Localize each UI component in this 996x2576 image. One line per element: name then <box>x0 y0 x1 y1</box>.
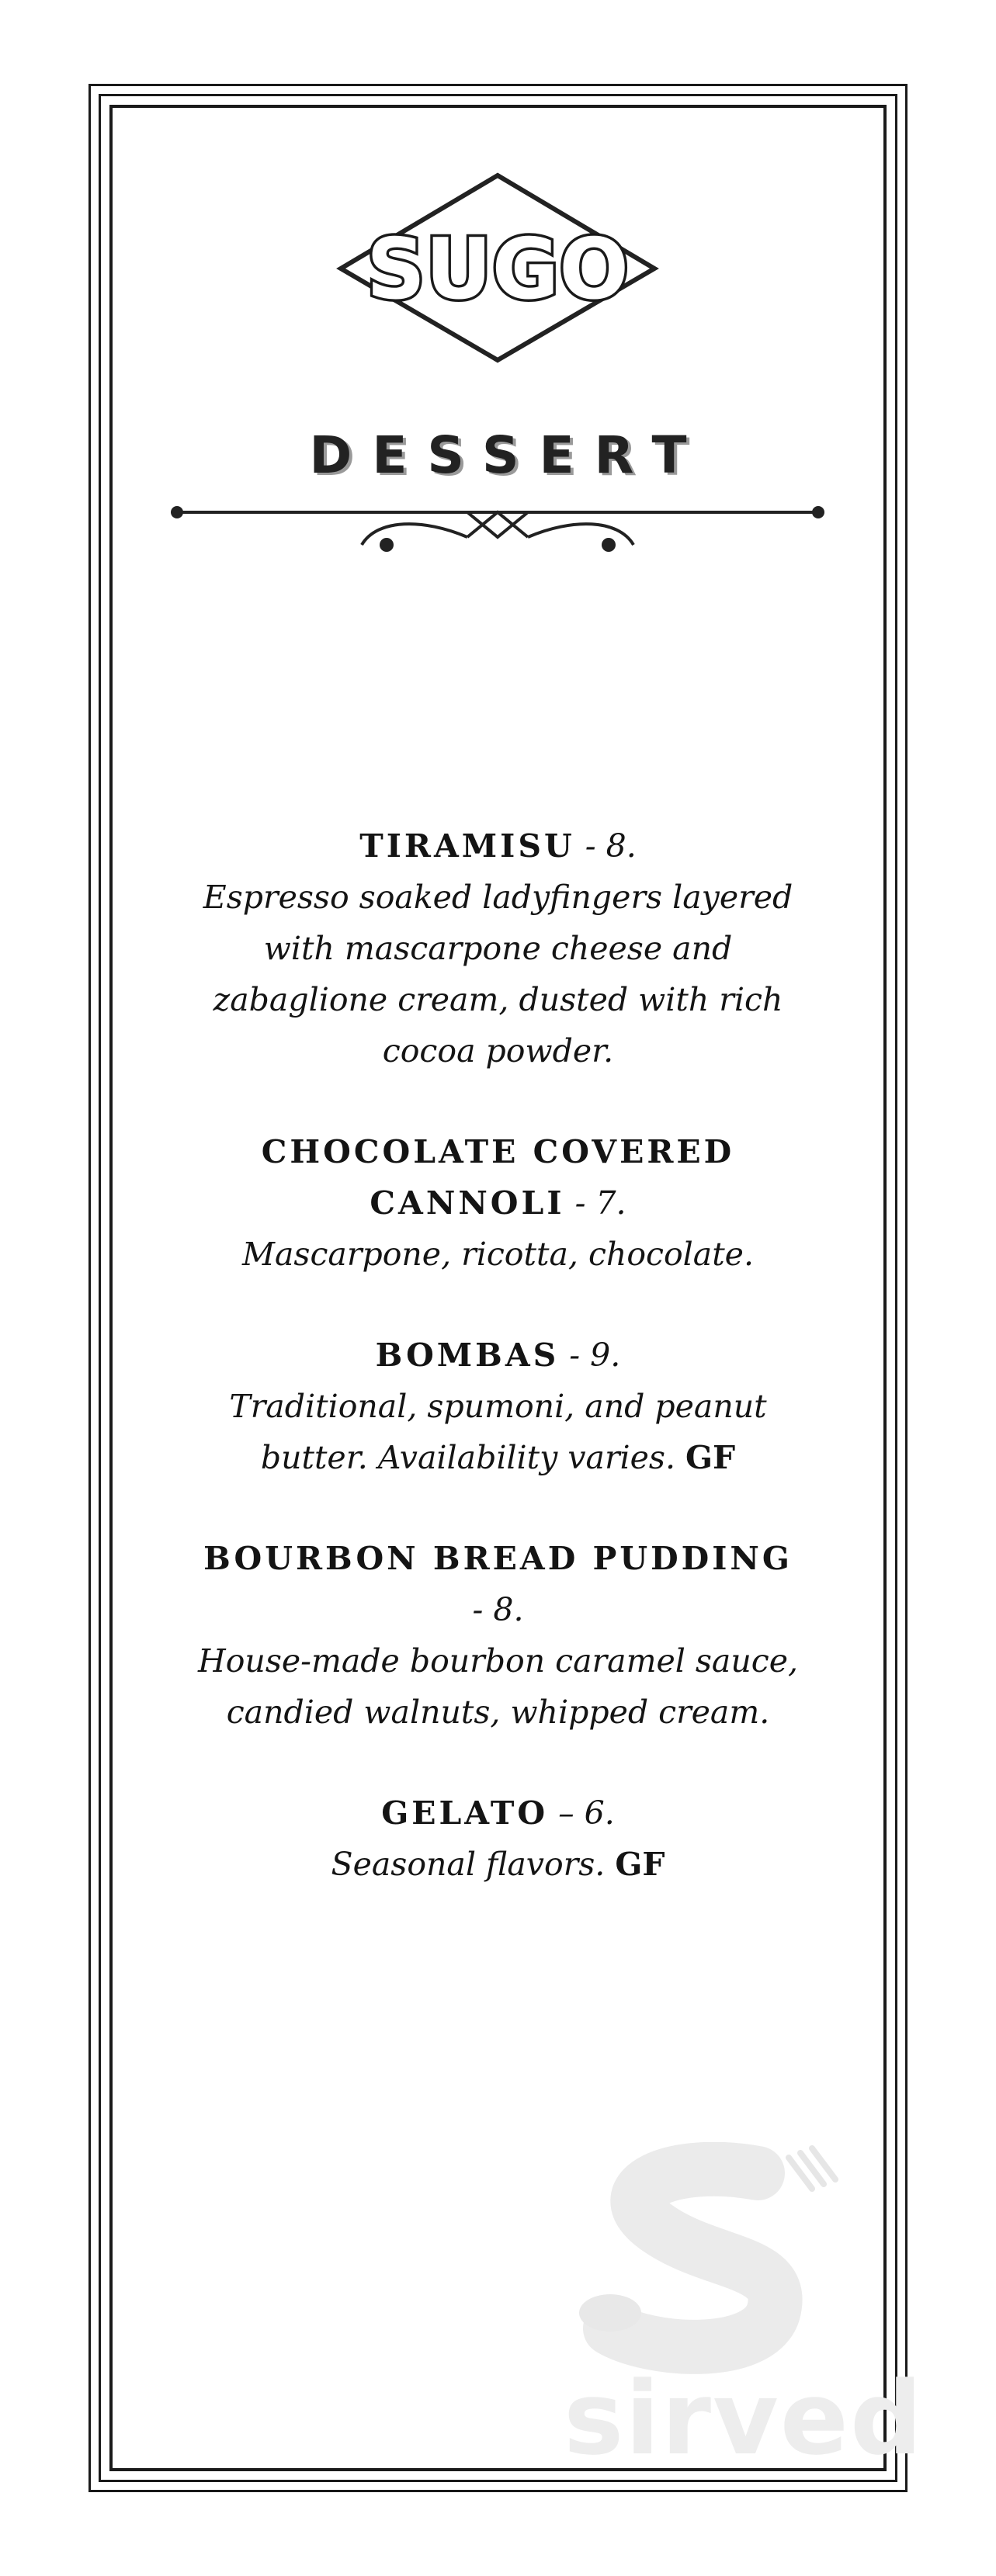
menu-item-title <box>194 1126 802 1229</box>
menu-item-name: BOURBON BREAD PUDDING <box>203 1540 793 1577</box>
menu-item-description <box>194 1839 802 1890</box>
divider-ornament <box>168 497 828 567</box>
menu-item-price: - 7. <box>564 1184 626 1222</box>
menu-item-price: – 6. <box>548 1794 615 1832</box>
menu-item <box>194 1533 802 1738</box>
menu-item-description <box>194 1229 802 1280</box>
menu-item-title <box>194 1787 802 1839</box>
menu-item-description-text: Mascarpone, ricotta, chocolate. <box>242 1236 754 1273</box>
sirved-watermark-icon <box>556 2142 882 2375</box>
sugo-logo <box>335 172 661 366</box>
menu-item-description <box>194 1381 802 1483</box>
menu-item-description <box>194 1635 802 1738</box>
menu-item-name: CHOCOLATE COVERED CANNOLI <box>261 1133 735 1222</box>
gluten-free-badge: GF <box>615 1846 665 1883</box>
menu-item-title <box>194 1533 802 1635</box>
menu-item-description-text: House-made bourbon caramel sauce, candied walnuts, whipped cream. <box>197 1642 799 1731</box>
menu-item-price: - 8. <box>472 1591 524 1628</box>
menu-item-price: - 9. <box>559 1337 621 1374</box>
menu-item-description-text: Espresso soaked ladyfingers layered with mascarpone cheese and zabaglione cream, dusted with rich cocoa powder. <box>203 879 793 1070</box>
menu-item-description-text: Seasonal flavors. <box>331 1846 606 1883</box>
section-title: DESSERT <box>309 425 707 485</box>
menu-item <box>194 1330 802 1483</box>
watermark-text: sirved <box>564 2359 925 2477</box>
menu-item-price: - 8. <box>574 827 637 865</box>
menu-item <box>194 1787 802 1890</box>
menu-item-description-text: Traditional, spumoni, and peanut butter. Availability varies. <box>229 1388 767 1476</box>
menu-item-title <box>194 1330 802 1381</box>
menu-item-description <box>194 872 802 1077</box>
dessert-list <box>194 820 802 1940</box>
menu-item <box>194 820 802 1077</box>
gluten-free-badge: GF <box>685 1439 736 1476</box>
menu-item-name: TIRAMISU <box>359 827 575 865</box>
logo-text: SUGO <box>366 221 629 318</box>
menu-item-name: GELATO <box>381 1794 549 1832</box>
menu-item <box>194 1126 802 1280</box>
menu-item-name: BOMBAS <box>375 1337 560 1374</box>
menu-item-title <box>194 820 802 872</box>
